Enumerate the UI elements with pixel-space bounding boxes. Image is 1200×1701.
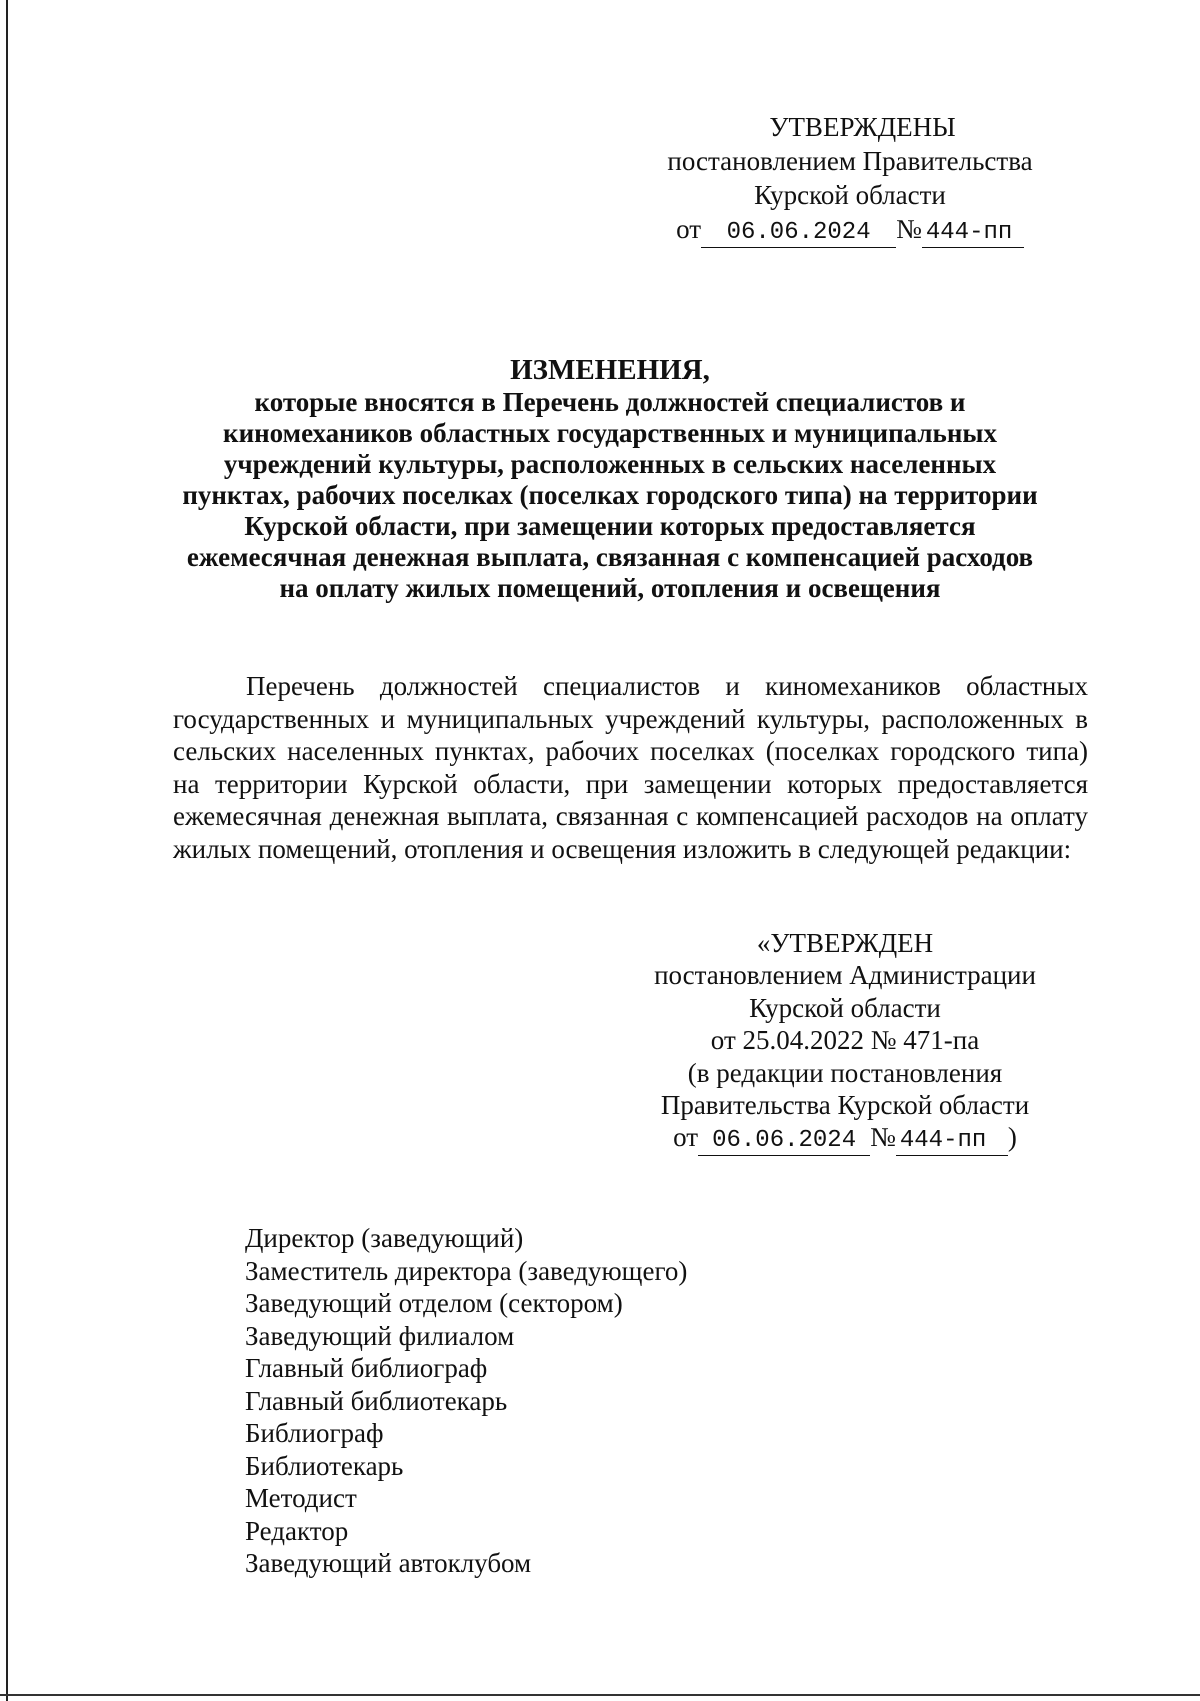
closing-parenthesis: ) — [1007, 1122, 1017, 1153]
list-item: Главный библиотекарь — [245, 1385, 508, 1416]
number-prefix: № — [896, 214, 922, 244]
heading-line: учреждений культуры, расположенных в сельских населенных — [223, 449, 997, 479]
approval-block-top — [640, 110, 1060, 248]
date-prefix: от — [676, 214, 702, 244]
approval-date-line — [600, 1121, 1090, 1156]
list-item: Заведующий филиалом — [245, 1320, 515, 1351]
number-prefix: № — [870, 1122, 896, 1153]
heading-line: пунктах, рабочих поселках (поселках городского типа) на территории — [182, 480, 1038, 510]
approval-line: от 25.04.2022 № 471-па — [710, 1025, 980, 1056]
date-prefix: от — [673, 1122, 699, 1153]
heading-line: Курской области, при замещении которых предоставляется — [244, 511, 976, 541]
approval-date: 06.06.2024 — [701, 219, 896, 248]
heading-line: на оплату жилых помещений, отопления и освещения — [279, 573, 941, 603]
list-item: Главный библиограф — [245, 1353, 488, 1383]
list-item: Редактор — [245, 1515, 349, 1546]
list-item: Заведующий отделом (сектором) — [245, 1288, 623, 1318]
scan-bottom-edge — [0, 1694, 1200, 1696]
list-item: Директор (заведующий) — [245, 1223, 524, 1253]
list-item: Библиограф — [245, 1418, 384, 1448]
approval-line: Курской области — [749, 992, 941, 1023]
heading-line: ежемесячная денежная выплата, связанная с компенсацией расходов — [186, 542, 1034, 572]
approval-block-inner — [600, 927, 1090, 1156]
list-item: Библиотекарь — [245, 1450, 404, 1481]
heading-line: которые вносятся в Перечень должностей специалистов и — [254, 387, 966, 417]
approval-number: 444-пп — [896, 1127, 1008, 1156]
body-paragraph: Перечень должностей специалистов и киномехаников областных государственных и муниципальных учреждений культуры, расположенных в сельских населенных пунктах, рабочих поселках (поселках городского типа) на территории Курской области, при замещении которых предоставляется ежемесячная денежная выплата, связанная с компенсацией расходов на оплату жилых помещений, отопления и освещения изложить в следующей редакции: — [173, 671, 1088, 864]
heading-line: киномехаников областных государственных и муниципальных — [223, 418, 997, 448]
list-item: Заместитель директора (заведующего) — [245, 1255, 688, 1286]
approval-line: Правительства Курской области — [660, 1090, 1030, 1121]
positions-list — [245, 1222, 687, 1580]
approval-number: 444-пп — [922, 219, 1024, 248]
approval-date-line — [640, 212, 1060, 248]
list-item: Заведующий автоклубом — [245, 1548, 532, 1578]
approval-line: Курской области — [754, 180, 946, 210]
approval-line: постановлением Правительства — [667, 146, 1033, 176]
approval-line: постановлением Администрации — [654, 960, 1036, 991]
heading-title: ИЗМЕНЕНИЯ, — [510, 354, 710, 386]
list-item: Методист — [245, 1483, 357, 1513]
approval-title: УТВЕРЖДЕНЫ — [769, 112, 956, 142]
approval-date: 06.06.2024 — [698, 1127, 870, 1156]
approval-title: «УТВЕРЖДЕН — [756, 928, 934, 958]
scan-left-edge — [6, 0, 8, 1701]
document-heading — [150, 355, 1070, 604]
approval-line: (в редакции постановления — [687, 1057, 1003, 1088]
